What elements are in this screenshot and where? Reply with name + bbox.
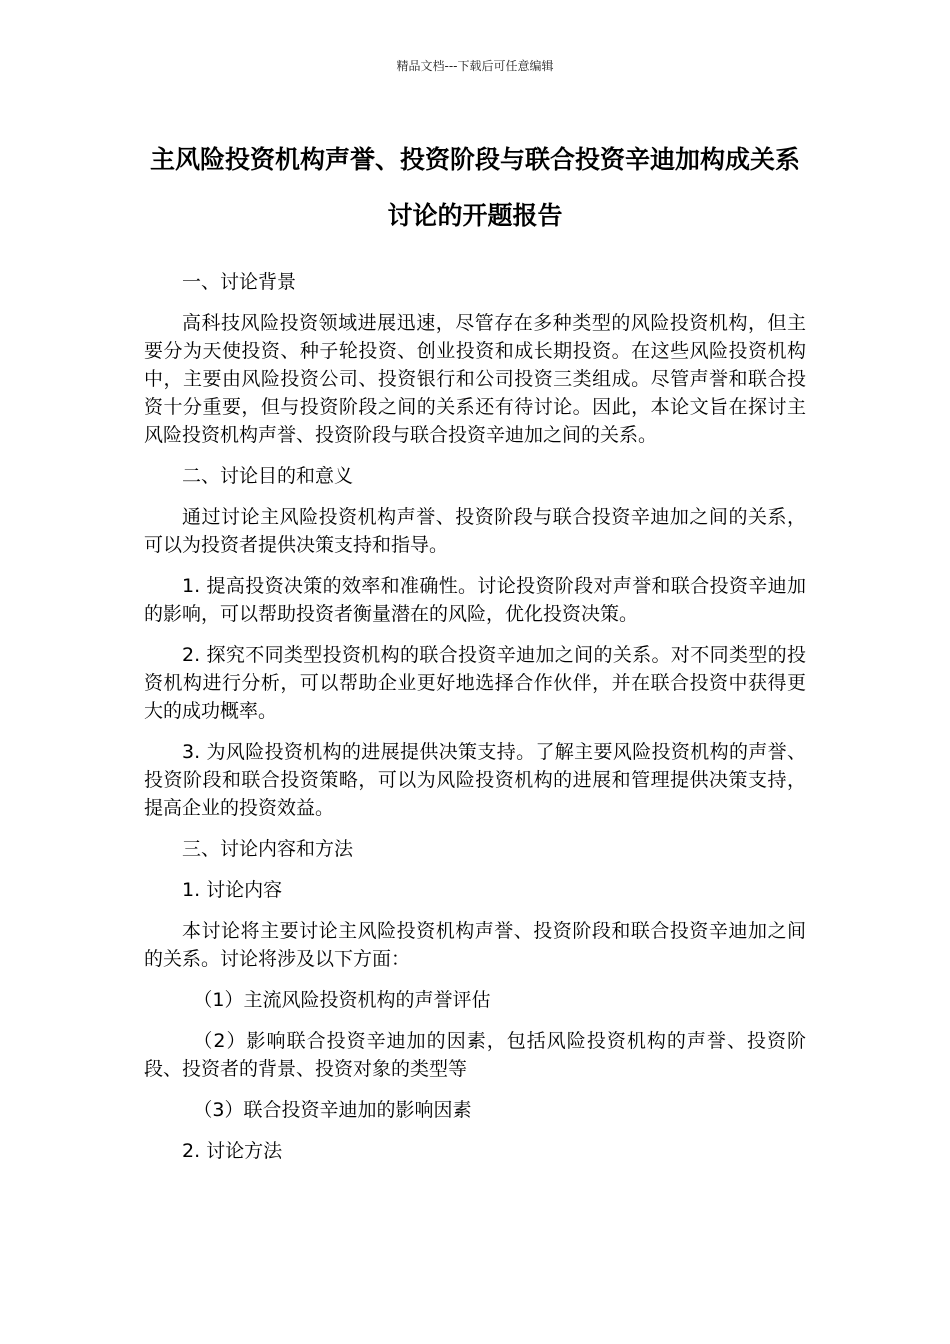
page-header-note: 精品文档---下载后可任意编辑 — [396, 59, 554, 73]
paragraph-purpose-point-2: 2. 探究不同类型投资机构的联合投资辛迪加之间的关系。对不同类型的投资机构进行分析，可以帮助企业更好地选择合作伙伴，并在联合投资中获得更大的成功概率。 — [144, 644, 806, 722]
list-item-content-3: （3）联合投资辛迪加的影响因素 — [193, 1099, 472, 1121]
section-heading-background: 一、讨论背景 — [182, 271, 297, 293]
list-item-content-1: （1）主流风险投资机构的声誉评估 — [193, 989, 491, 1011]
document-title: 主风险投资机构声誉、投资阶段与联合投资辛迪加构成关系讨论的开题报告 — [149, 145, 800, 230]
paragraph-purpose-intro: 通过讨论主风险投资机构声誉、投资阶段与联合投资辛迪加之间的关系，可以为投资者提供决策支持和指导。 — [144, 506, 806, 556]
paragraph-purpose-point-3: 3. 为风险投资机构的进展提供决策支持。了解主要风险投资机构的声誉、投资阶段和联合投资策略，可以为风险投资机构的进展和管理提供决策支持，提高企业的投资效益。 — [144, 741, 806, 819]
subheading-method: 2. 讨论方法 — [182, 1140, 283, 1162]
list-item-content-2: （2）影响联合投资辛迪加的因素，包括风险投资机构的声誉、投资阶段、投资者的背景、投资对象的类型等 — [144, 1030, 806, 1080]
section-heading-content-method: 三、讨论内容和方法 — [182, 838, 354, 860]
document-body — [144, 268, 806, 1178]
paragraph-purpose-point-1: 1. 提高投资决策的效率和准确性。讨论投资阶段对声誉和联合投资辛迪加的影响，可以帮助投资者衡量潜在的风险，优化投资决策。 — [144, 575, 806, 625]
paragraph-content-intro: 本讨论将主要讨论主风险投资机构声誉、投资阶段和联合投资辛迪加之间的关系。讨论将涉及以下方面： — [144, 920, 806, 970]
subheading-content: 1. 讨论内容 — [182, 879, 283, 901]
paragraph-background: 高科技风险投资领域进展迅速，尽管存在多种类型的风险投资机构，但主要分为天使投资、种子轮投资、创业投资和成长期投资。在这些风险投资机构中，主要由风险投资公司、投资银行和公司投资三类组成。尽管声誉和联合投资十分重要，但与投资阶段之间的关系还有待讨论。因此，本论文旨在探讨主风险投资机构声誉、投资阶段与联合投资辛迪加之间的关系。 — [144, 312, 806, 446]
section-heading-purpose: 二、讨论目的和意义 — [182, 465, 354, 487]
